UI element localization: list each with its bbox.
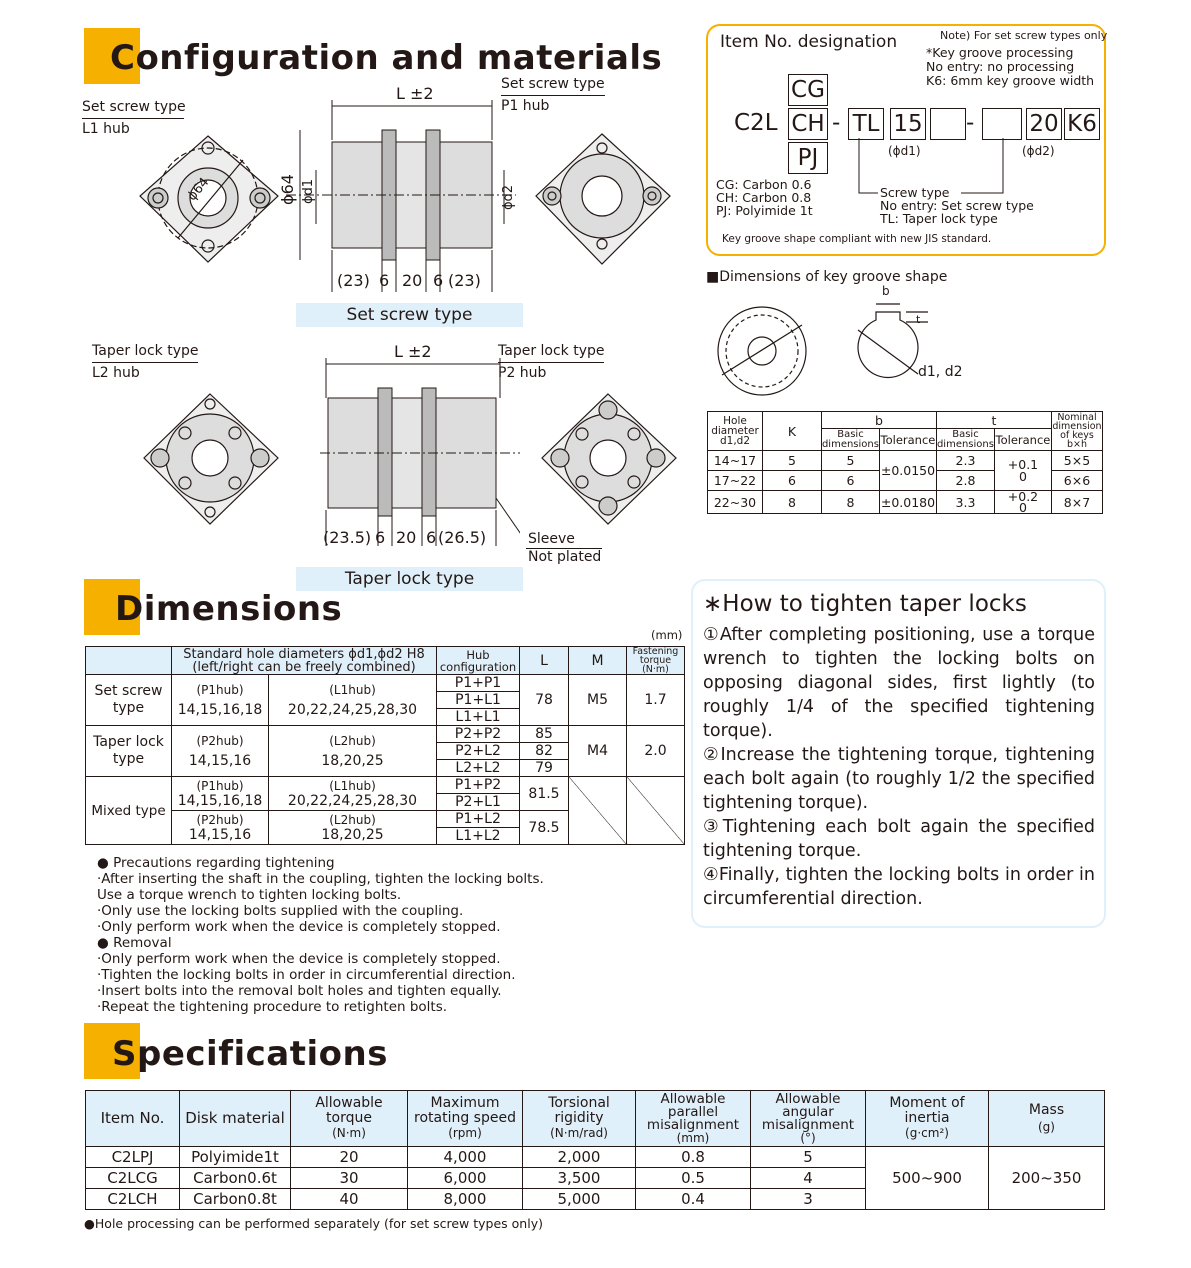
spec-hdr-rigidity: Torsional rigidity [548,1095,610,1126]
spec-hdr-inertia: Moment of inertia [889,1095,965,1126]
dim-set-p-label: (P1hub) [196,683,244,697]
tighten-step-2: ②Increase the tightening torque, tightening each bolt again (to roughly 1/2 the specified tightening torque). [703,745,1095,813]
dim-taper-1: 6 [375,528,386,547]
d1-value: 15 [890,108,926,140]
designation-prefix: C2L [734,110,778,136]
dim-taper-M: M4 [569,726,627,777]
spec-torque: 20 [291,1147,408,1168]
spec-hdr-speed: Maximum rotating speed [414,1095,516,1126]
dim-taper-p-label: (P2hub) [196,734,244,748]
designation-note-0: *Key groove processing [926,45,1074,60]
dim-set-hub-0: P1+P1 [437,675,520,692]
dim-set-torque: 1.7 [627,675,685,726]
dash-2: - [966,110,975,136]
kg-hdr-nominal-sub: b×h [1066,439,1087,450]
leader-line [501,95,605,96]
kg-k: 8 [762,491,821,514]
caption-set-screw: Set screw type [296,303,523,327]
kg-t-tol-1-top: +0.1 [1007,456,1039,472]
dim-L2: L ±2 [394,342,432,361]
material-legend-2: PJ: Polyimide 1t [716,203,813,218]
spec-hdr-mass-unit: (g) [1038,1119,1055,1134]
label-p1-hub: P1 hub [501,98,550,114]
table-row [86,777,685,794]
material-legend-1: CH: Carbon 0.8 [716,190,812,205]
dim-mixed-l1-vals: 20,22,24,25,28,30 [287,792,418,809]
dim-set-0: (23) [337,271,370,290]
kg-hdr-t: t [936,412,1051,429]
tighten-step-1: ①After completing positioning, use a torque wrench to tighten the locking bolts on opposing diagonal sides, first lightly (to roughly 1/4 of the specified tightening torque). [703,625,1095,741]
dim-set-l-label: (L1hub) [329,683,376,697]
tighten-step-3: ③Tightening each bolt again the specified tightening torque. [703,817,1095,861]
dim-mixed-torque-na [627,777,685,845]
taper-end-view-left [140,388,285,538]
spec-hdr-parallel-unit: (mm) [676,1130,710,1145]
screw-type-tl: TL [848,108,884,140]
kg-t: 3.3 [936,491,994,514]
kg-hole: 14~17 [708,451,763,471]
kg-hdr-b-basic: Basic dimensions [821,428,879,450]
note-line: ·Repeat the tightening procedure to retighten bolts. [97,999,448,1015]
table-row [86,726,685,743]
spec-inertia: 500~900 [866,1147,989,1210]
kg-key: 6×6 [1051,471,1102,491]
spec-item: C2LCH [86,1189,180,1210]
kg-k: 6 [762,471,821,491]
designation-note-title: Note) For set screw types only [940,29,1108,42]
table-row [86,675,685,692]
heading-first-letter: S [112,1034,137,1074]
spec-hdr-torque: Allowable torque [315,1095,383,1126]
dim-mixed-p1-label: (P1hub) [196,778,244,793]
kg-hdr-t-basic: Basic dimensions [936,428,994,450]
kg-b-tol-2: ±0.0180 [879,491,936,514]
kg-b: 5 [821,451,879,471]
spec-item: C2LCG [86,1168,180,1189]
spec-torque: 30 [291,1168,408,1189]
keygroove-b: b [882,284,890,298]
keygroove-title: ■Dimensions of key groove shape [706,269,948,285]
note-line: ● Removal [97,935,172,951]
leader-line [82,118,184,119]
table-row [708,491,1103,514]
dim-taper-L-0: 85 [520,726,569,743]
specifications-table [85,1090,1105,1210]
dimensions-heading [84,579,384,635]
spec-rigidity: 5,000 [523,1189,636,1210]
d1-label: (ϕd1) [888,144,921,158]
dim-mixed-hub-3: L1+L2 [437,828,520,845]
kg-hole: 22~30 [708,491,763,514]
dim-taper-L-1: 82 [520,743,569,760]
dim-taper-name: Taper lock type [86,726,172,777]
material-ch: CH [788,108,828,140]
taper-end-view-right [536,388,681,538]
label-not-plated: Not plated [528,549,602,565]
dim-mixed-p1-vals: 14,15,16,18 [177,792,263,809]
label-l1-hub: L1 hub [82,121,130,137]
kg-hdr-nominal: Nominal dimension of keys [1052,412,1102,441]
keygroove-drawing-left [712,305,812,401]
dim-set-hub-2: L1+L1 [437,709,520,726]
dim-taper-l-label: (L2hub) [329,734,376,748]
spec-hdr-rigidity-unit: (N·m/rad) [550,1126,608,1140]
kg-hdr-b-tol: Tolerance [879,429,936,451]
dim-mixed-M-na [569,777,627,845]
spec-rigidity: 3,500 [523,1168,636,1189]
spec-hdr-mass: Mass [1028,1101,1065,1118]
keygroove-table [707,411,1103,514]
designation-note-2: K6: 6mm key groove width [926,73,1095,88]
heading-rest: imensions [143,589,343,629]
dim-phid1: ϕd1 [301,178,317,205]
d1-key-slot [930,108,966,140]
spec-hdr-inertia-unit: (g·cm²) [905,1126,949,1140]
kg-hdr-hole-sub: d1,d2 [719,435,750,447]
dim-hdr-L: L [520,647,569,675]
dim-set-M: M5 [569,675,627,726]
spec-mass: 200~350 [989,1147,1105,1210]
dim-taper-hub-1: P2+L2 [437,743,520,760]
kg-t-tol-1-bot: 0 [1018,468,1027,484]
taper-side-view [320,358,520,550]
keygroove-t: t [916,313,921,326]
dim-mixed-p2-label: (P2hub) [196,812,244,827]
heading-first-letter: C [110,38,136,78]
spec-speed: 8,000 [408,1189,523,1210]
heading-rest: pecifications [137,1034,388,1074]
note-line: ·Only perform work when the device is completely stopped. [97,919,501,935]
kg-hdr-t-tol: Tolerance [994,429,1051,451]
screw-legend-0: Screw type [880,185,950,200]
kg-hdr-hole: Hole diameter [711,415,759,437]
spec-speed: 6,000 [408,1168,523,1189]
material-legend-0: CG: Carbon 0.6 [716,177,812,192]
dim-hdr-std-1: Standard hole diameters ϕd1,ϕd2 H8 [183,646,425,662]
designation-note-1: No entry: no processing [926,59,1075,74]
dim-taper-L-2: 79 [520,760,569,777]
spec-hdr-angular: Allowable angular misalignment [761,1090,855,1133]
item-no-designation-box [706,24,1106,256]
kg-t-tol-2-bot: 0 [1018,500,1027,515]
set-screw-side-view [286,100,516,300]
spec-angular: 4 [751,1168,866,1189]
dim-set-hub-1: P1+L1 [437,692,520,709]
note-line: ·Insert bolts into the removal bolt holes and tighten equally. [97,983,502,999]
tighten-title: ∗How to tighten taper locks [703,591,1027,617]
label-taper-left: Taper lock type [92,343,199,359]
note-line: ● Precautions regarding tightening [97,855,335,871]
dim-taper-hub-2: L2+L2 [437,760,520,777]
dim-mixed-hub-1: P2+L1 [437,794,520,811]
dim-mixed-p2-vals: 14,15,16 [188,826,252,843]
dim-phi64-side: ϕ64 [277,174,297,205]
dimensions-unit: (mm) [651,628,683,642]
dim-L: L ±2 [396,84,434,103]
spec-disk: Carbon0.8t [180,1189,291,1210]
set-screw-end-view-left [128,128,293,278]
label-p2-hub: P2 hub [498,365,547,381]
d2-key-k6: K6 [1064,108,1100,140]
kg-t-tol-2-top: +0.2 [1007,489,1039,504]
dim-set-2: 20 [402,271,423,290]
label-l2-hub: L2 hub [92,365,140,381]
dim-hdr-M: M [569,647,627,675]
dim-set-3: 6 [433,271,444,290]
dim-mixed-l2-vals: 18,20,25 [321,826,384,843]
d2-value: 20 [1026,108,1062,140]
dim-set-p-vals: 14,15,16,18 [177,702,263,718]
note-line: ·Tighten the locking bolts in order in circumferential direction. [97,967,516,983]
heading-first-letter: D [115,589,144,629]
kg-b-tol-1: ±0.0150 [879,451,936,491]
caption-taper: Taper lock type [296,567,523,591]
dim-mixed-l2-label: (L2hub) [329,812,376,827]
tighten-step-4: ④Finally, tighten the locking bolts in order in circumferential direction. [703,865,1095,909]
dim-hdr-std-2: (left/right can be freely combined) [192,659,416,675]
note-line: ·Only perform work when the device is completely stopped. [97,951,501,967]
table-row [86,1147,1105,1168]
spec-footnote: ●Hole processing can be performed separately (for set screw types only) [84,1216,543,1231]
material-cg: CG [788,74,828,106]
dim-hdr-type [86,647,172,675]
dim-mixed-name: Mixed type [86,777,172,845]
dim-mixed-hub-0: P1+P2 [437,777,520,794]
label-set-screw-right: Set screw type [501,76,605,92]
spec-hdr-angular-unit: (°) [800,1130,816,1145]
kg-k: 5 [762,451,821,471]
kg-key: 8×7 [1051,491,1102,514]
spec-hdr-parallel: Allowable parallel misalignment [646,1090,740,1133]
dim-taper-l-vals: 18,20,25 [321,753,384,769]
d2-label: (ϕd2) [1022,144,1055,158]
spec-angular: 5 [751,1147,866,1168]
note-line: Use a torque wrench to tighten locking bolts. [97,887,402,903]
spec-disk: Carbon0.6t [180,1168,291,1189]
dim-mixed-L-1: 78.5 [520,811,569,845]
dim-set-1: 6 [379,271,390,290]
keygroove-d1d2: d1, d2 [918,364,963,380]
spec-speed: 4,000 [408,1147,523,1168]
dim-mixed-hub-2: P1+L2 [437,811,520,828]
dim-hdr-torque: Fastening torque [632,646,679,666]
kg-hdr-k: K [762,412,821,451]
dim-taper-2: 20 [396,528,417,547]
spec-hdr-speed-unit: (rpm) [448,1126,482,1140]
label-taper-right: Taper lock type [498,343,605,359]
dim-taper-torque: 2.0 [627,726,685,777]
leader-line [92,362,198,363]
spec-parallel: 0.4 [636,1189,751,1210]
spec-rigidity: 2,000 [523,1147,636,1168]
kg-key: 5×5 [1051,451,1102,471]
dimensions-table [85,646,685,845]
dim-taper-4: (26.5) [438,528,487,547]
specifications-heading [84,1023,404,1079]
kg-t: 2.8 [936,471,994,491]
spec-item: C2LPJ [86,1147,180,1168]
dash-1: - [832,110,841,136]
spec-hdr-torque-unit: (N·m) [332,1126,366,1140]
designation-title: Item No. designation [720,32,898,52]
screw-legend-2: TL: Taper lock type [880,211,998,226]
kg-t: 2.3 [936,451,994,471]
spec-hdr-disk: Disk material [185,1109,285,1127]
screw-legend-1: No entry: Set screw type [880,198,1034,213]
kg-hdr-b: b [821,412,936,429]
label-set-screw-left: Set screw type [82,99,186,115]
dim-taper-hub-0: P2+P2 [437,726,520,743]
leader-lines [853,138,1013,198]
note-line: ·Only use the locking bolts supplied with the coupling. [97,903,464,919]
spec-disk: Polyimide1t [180,1147,291,1168]
dim-set-name: Set screw type [86,675,172,726]
dim-mixed-L-0: 81.5 [520,777,569,811]
spec-parallel: 0.8 [636,1147,751,1168]
dim-taper-0: (23.5) [323,528,372,547]
dim-phi64-end: ϕ64 [184,175,213,204]
kg-b: 8 [821,491,879,514]
spec-parallel: 0.5 [636,1168,751,1189]
dim-set-l-vals: 20,22,24,25,28,30 [287,702,418,718]
spec-torque: 40 [291,1189,408,1210]
note-line: ·After inserting the shaft in the coupling, tighten the locking bolts. [97,871,544,887]
dim-taper-3: 6 [426,528,437,547]
dim-phid2: ϕd2 [501,184,517,211]
dim-set-4: (23) [448,271,481,290]
dim-taper-p-vals: 14,15,16 [188,753,252,769]
tighten-box [691,579,1106,928]
dim-hdr-torque-unit: (N·m) [642,664,669,675]
designation-footer: Key groove shape compliant with new JIS standard. [722,233,992,245]
kg-b: 6 [821,471,879,491]
dim-set-L: 78 [520,675,569,726]
screw-slot [982,108,1022,140]
table-row [708,451,1103,471]
spec-hdr-item: Item No. [100,1109,165,1127]
dim-hdr-hub: Hub configuration [437,647,520,675]
kg-hole: 17~22 [708,471,763,491]
label-sleeve: Sleeve [528,531,575,547]
dim-mixed-l1-label: (L1hub) [329,778,376,793]
spec-angular: 3 [751,1189,866,1210]
heading-rest: onfiguration and materials [135,38,663,78]
dimension-notes [97,855,544,1015]
set-screw-end-view-right [532,128,677,278]
material-pj: PJ [788,142,828,174]
